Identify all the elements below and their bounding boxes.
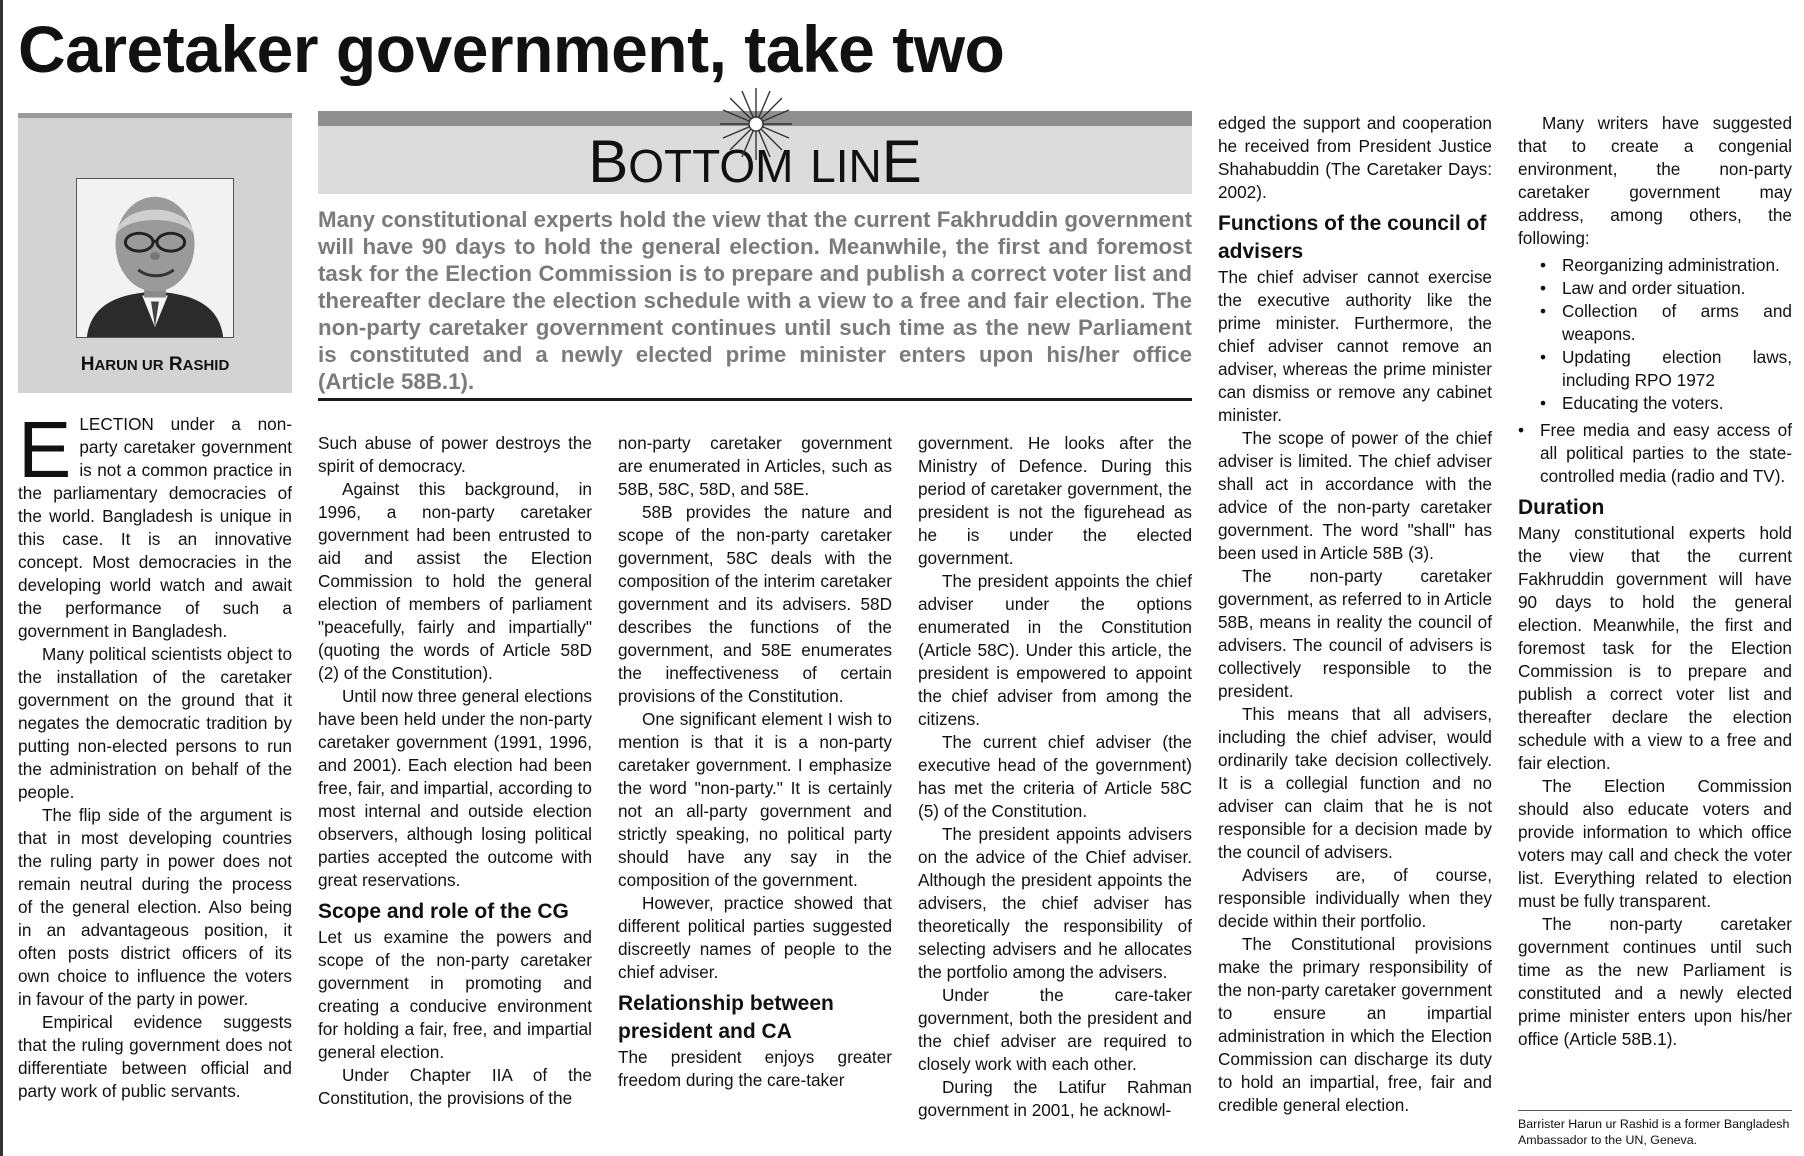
lede-divider	[318, 398, 1192, 401]
list-item: • Collection of arms and weapons.	[1540, 300, 1792, 346]
paragraph: Until now three general elections have been held under the non-party caretaker government (1991, 1996, and 2001). Each election had been free, fair, and impartial, according to most internal and outside election observers, although losing political parties accepted the outcome with great reservations.	[318, 686, 592, 890]
paragraph: Advisers are, of course, responsible individually when they decide within their portfolio.	[1218, 865, 1492, 931]
paragraph: The non-party caretaker government, as referred to in Article 58B, means in reality the council of advisers. The council of advisers is collectively responsible to the president.	[1218, 566, 1492, 701]
list-item: • Educating the voters.	[1540, 392, 1792, 415]
lede-paragraph: Many constitutional experts hold the view that the current Fakhruddin government will have 90 days to hold the general election. Meanwhile, the first and foremost task for the Election Commission is to prepare and publish a correct voter list and thereafter declare the election schedule with a view to a free and fair election. The non-party caretaker government continues until such time as the new Parliament is constituted and a newly elected prime minister enters upon his/her office (Article 58B.1).	[318, 207, 1192, 394]
paragraph: The president appoints the chief adviser under the options enumerated in the Constitution (Article 58C). Under this article, the president is empowered to appoint the chief adviser from among the citizens.	[918, 571, 1192, 729]
opening-paragraph: ELECTION under a non-party caretaker government is not a common practice in the parliamentary democracies of the world. Bangladesh is unique in this case. It is an innovative concept. Most democracies in the developing world watch and await the performance of such a government in Bangladesh.	[18, 405, 292, 641]
paragraph: Let us examine the powers and scope of the non-party caretaker government in promoting and creating a conducive environment for holding a fair, free, and impartial general election.	[318, 927, 592, 1062]
subheading: Functions of the council of advisers	[1218, 212, 1487, 263]
list-item: • Updating election laws, including RPO 1972	[1540, 346, 1792, 392]
paragraph: 58B provides the nature and scope of the non-party caretaker government, 58C deals with the composition of the interim caretaker government and its advisers. 58D describes the functions of the government, and 58E enumerates the ineffectiveness of certain provisions of the Constitution.	[618, 502, 892, 706]
paragraph: The scope of power of the chief adviser is limited. The chief adviser shall act in accordance with the advice of the non-party caretaker government. The word "shall" has been used in Article 58B (3).	[1218, 428, 1492, 563]
paragraph: The chief adviser cannot exercise the executive authority like the prime minister. Furthermore, the chief adviser cannot remove an adviser, whereas the prime minister can dismiss or remove any cabinet minister.	[1218, 267, 1492, 425]
paragraph: The flip side of the argument is that in most developing countries the ruling party in power does not remain neutral during the process of the general election. Also being in an advantageous position, it often posts district officers of its own choice to influence the voters in favour of the party in power.	[18, 805, 292, 1009]
paragraph: The Constitutional provisions make the primary responsibility of the non-party caretaker government to ensure an impartial administration in which the Election Commission can discharge its duty to hold an impartial, free, fair and credible general election.	[1218, 934, 1492, 1115]
subheading: Relationship between president and CA	[618, 992, 834, 1043]
paragraph: However, practice showed that different political parties suggested discreetly names of people to the chief adviser.	[618, 893, 892, 982]
paragraph: The president appoints advisers on the advice of the Chief adviser. Although the president appoints the advisers, the chief adviser has theoretically the responsibility of selecting advisers and he allocates the portfolio among the advisers.	[918, 824, 1192, 982]
subheading: Duration	[1518, 496, 1605, 519]
list-item: • Reorganizing administration.	[1540, 254, 1792, 277]
author-photo	[76, 178, 234, 338]
paragraph: The Election Commission should also educate voters and provide information to which office voters may call and check the voter list. Everything related to election must be fully transparent.	[1518, 776, 1792, 911]
paragraph: Such abuse of power destroys the spirit of democracy.	[318, 433, 592, 476]
paragraph: Against this background, in 1996, a non-party caretaker government had been entrusted to aid and assist the Election Commission to hold the general election of members of parliament "peacefully, fairly and impartially" (quoting the words of Article 58D (2) of the Constitution).	[318, 479, 592, 683]
bullet-list-outer	[1518, 419, 1792, 488]
paragraph: government. He looks after the Ministry of Defence. During this period of caretaker government, the president is not the figurehead as he is under the elected government.	[918, 433, 1192, 568]
portrait-image	[77, 179, 233, 337]
paragraph: The non-party caretaker government continues until such time as the new Parliament is constituted and a newly elected prime minister enters upon his/her office (Article 58B.1).	[1518, 914, 1792, 1049]
column-5	[1218, 112, 1492, 1117]
paragraph: Under Chapter IIA of the Constitution, the provisions of the	[318, 1065, 592, 1108]
bullet-list	[1518, 254, 1792, 415]
column-4	[918, 432, 1192, 1122]
subheading: Scope and role of the CG	[318, 900, 569, 923]
paragraph: Empirical evidence suggests that the ruling government does not differentiate between official and party work of public servants.	[18, 1012, 292, 1101]
author-note-divider	[1518, 1110, 1792, 1111]
paragraph: During the Latifur Rahman government in 2001, he acknowl-	[918, 1077, 1192, 1120]
paragraph: The current chief adviser (the executive head of the government) has met the criteria of Article 58C (5) of the Constitution.	[918, 732, 1192, 821]
paragraph: One significant element I wish to mention is that it is a non-party caretaker government. I emphasize the word "non-party." It is certainly not an all-party government and strictly speaking, no political party should have any say in the composition of the government.	[618, 709, 892, 890]
column-3	[618, 432, 892, 1092]
headline: Caretaker government, take two	[18, 12, 1005, 86]
paragraph: Many writers have suggested that to create a congenial environment, the non-party caretaker government may address, among others, the following:	[1518, 113, 1792, 248]
author-note: Barrister Harun ur Rashid is a former Bangladesh Ambassador to the UN, Geneva.	[1518, 1117, 1790, 1147]
paragraph: The president enjoys greater freedom during the care-taker	[618, 1047, 892, 1090]
author-box	[18, 113, 292, 393]
paragraph: This means that all advisers, including the chief adviser, would ordinarily take decision collectively. It is a collegial function and no adviser can claim that he is not responsible for a decision made by the council of advisers.	[1218, 704, 1492, 862]
list-item: • Law and order situation.	[1540, 277, 1792, 300]
starburst-icon	[718, 86, 794, 162]
column-brand: BOTTOM LINE	[588, 128, 922, 195]
column-2	[318, 432, 592, 1110]
paragraph: Many constitutional experts hold the view that the current Fakhruddin government will have 90 days to hold the general election. Meanwhile, the first and foremost task for the Election Commission is to prepare and publish a correct voter list and thereafter declare the election schedule with a view to a free and fair election.	[1518, 523, 1792, 773]
paragraph: Many political scientists object to the installation of the caretaker government on the ground that it negates the democratic tradition by putting non-elected persons to run the administration on behalf of the people.	[18, 644, 292, 802]
author-byline: HARUN UR RASHID	[80, 354, 230, 375]
drop-cap: E	[18, 405, 72, 494]
column-1	[18, 405, 292, 1103]
paragraph: non-party caretaker government are enumerated in Articles, such as 58B, 58C, 58D, and 58E.	[618, 433, 892, 499]
paragraph: Under the care-taker government, both the president and the chief adviser are required to closely work with each other.	[918, 985, 1192, 1074]
paragraph: edged the support and cooperation he received from President Justice Shahabuddin (The Caretaker Days: 2002).	[1218, 113, 1492, 202]
list-item: • Free media and easy access of all political parties to the state-controlled media (radio and TV).	[1518, 419, 1792, 488]
column-6	[1518, 112, 1792, 1051]
